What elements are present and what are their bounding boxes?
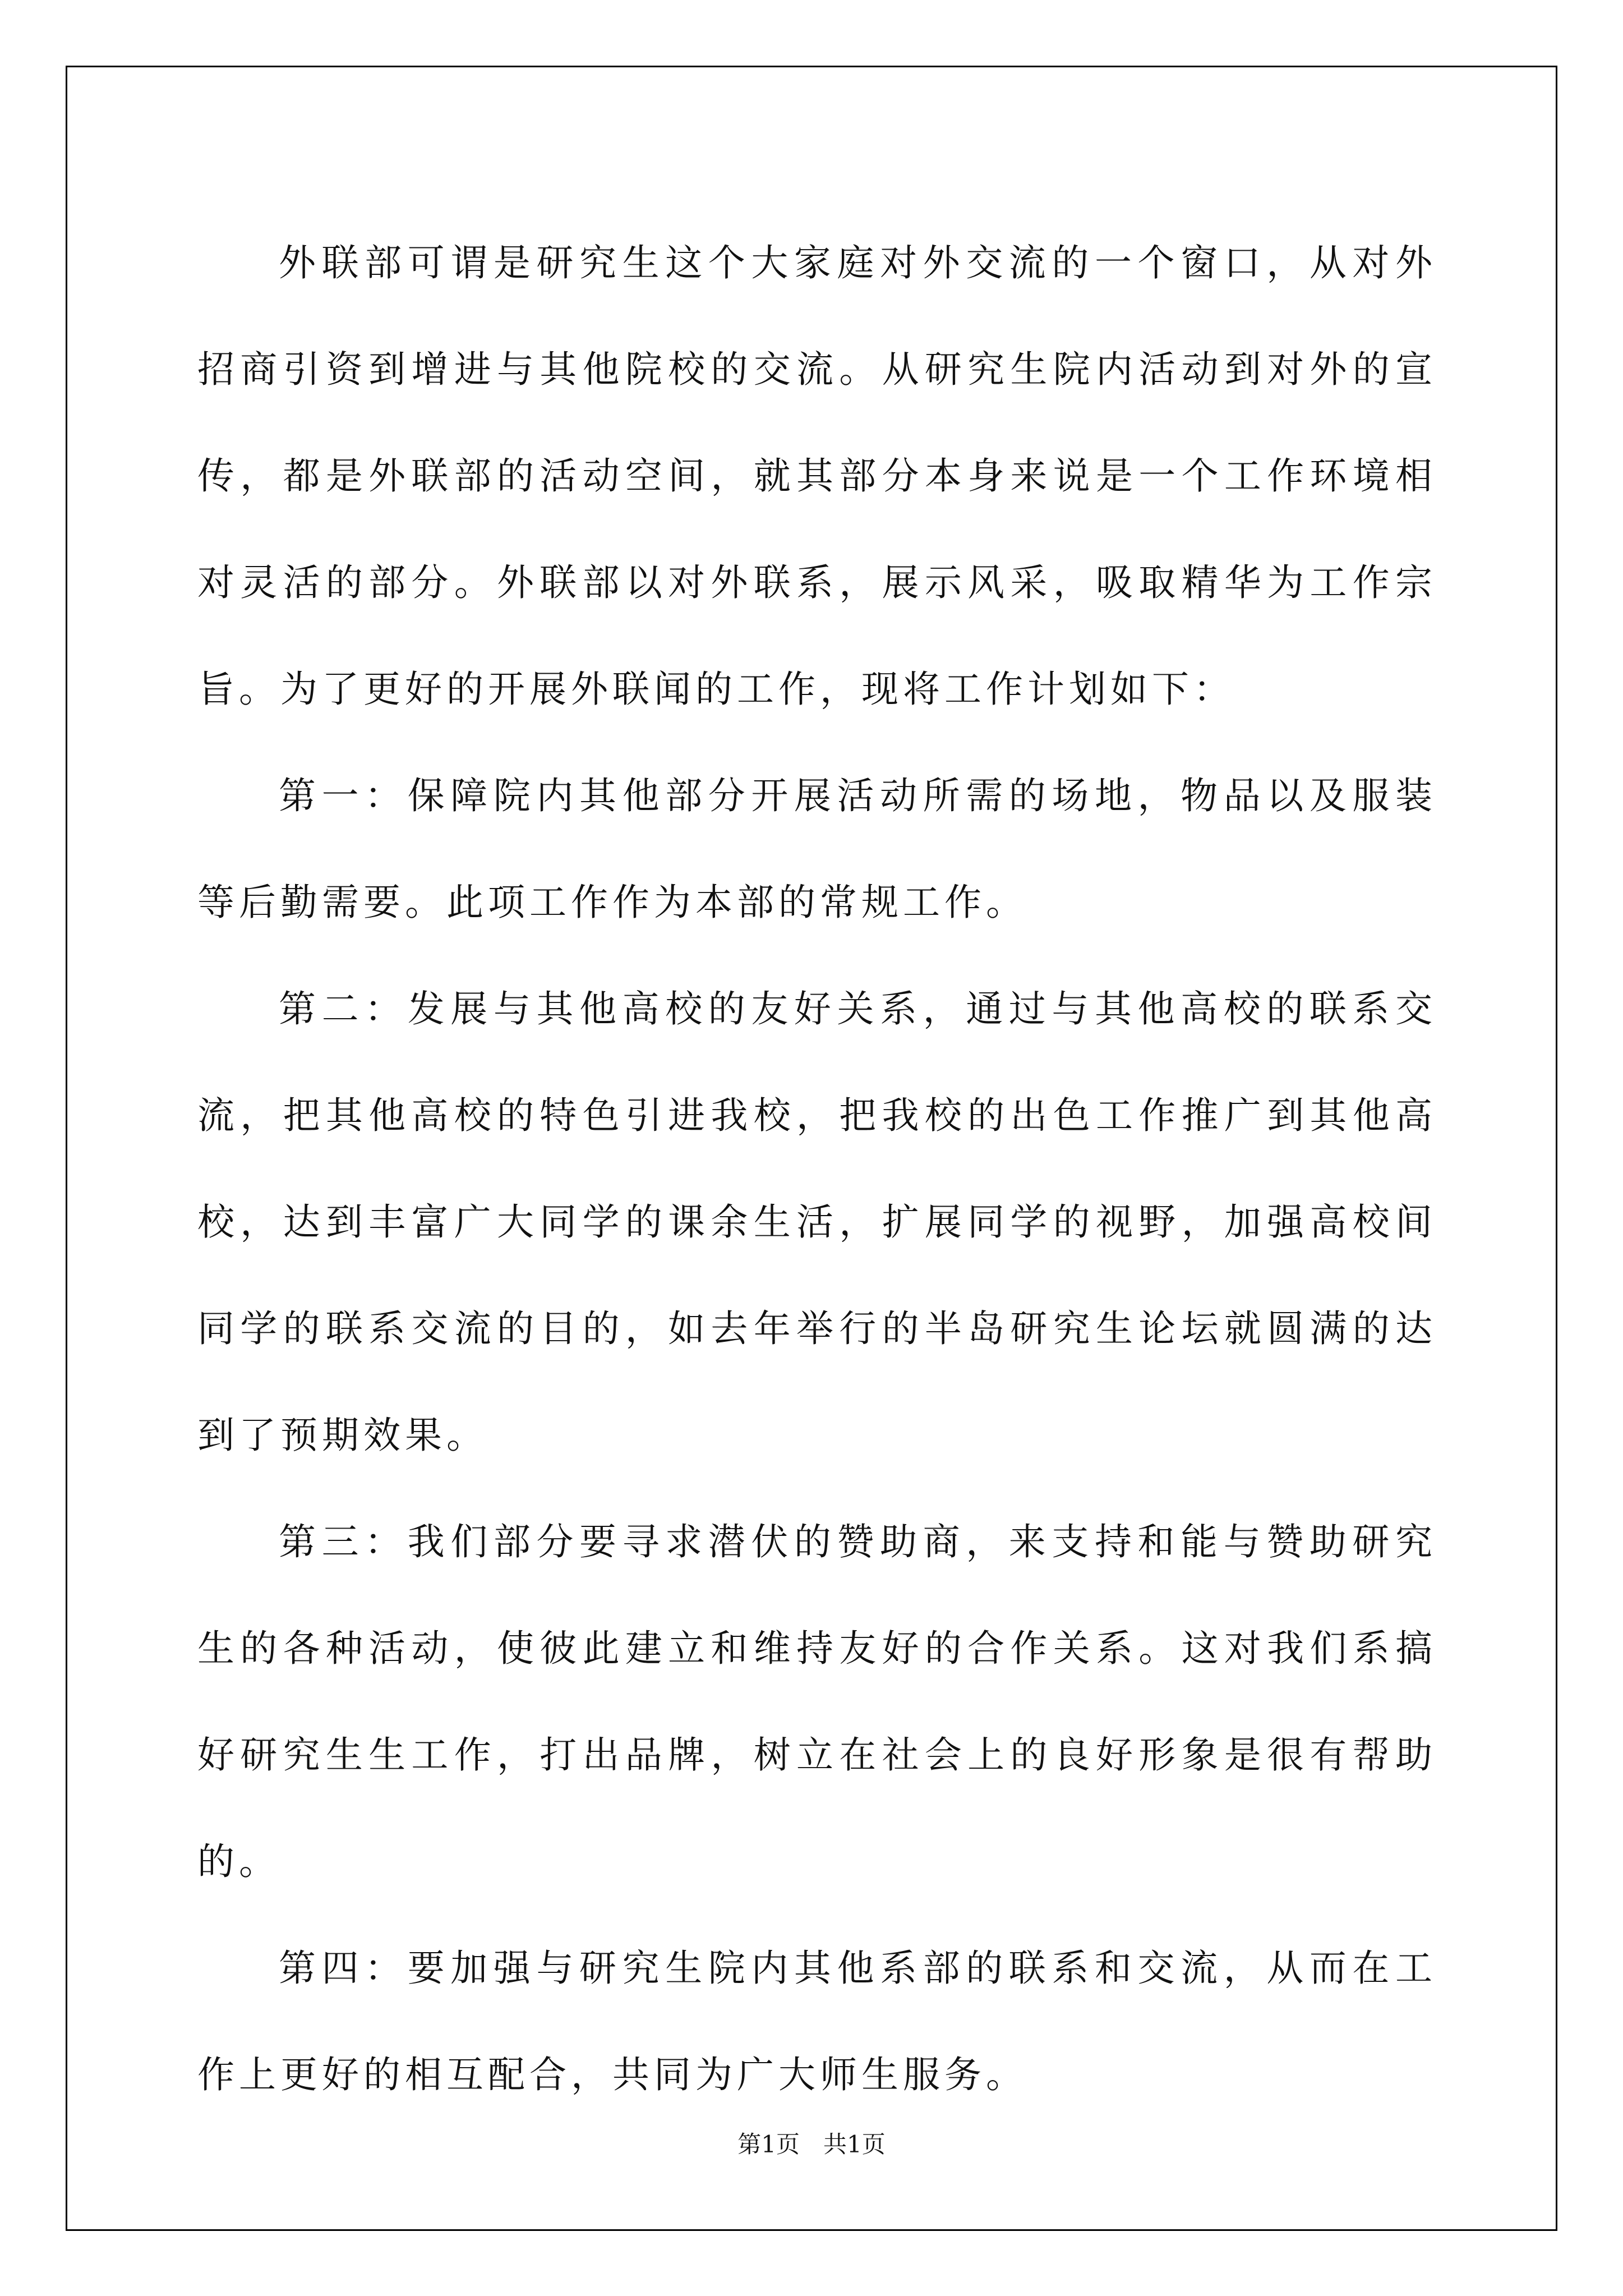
document-body xyxy=(197,210,1437,2128)
paragraph-1: 外联部可谓是研究生这个大家庭对外交流的一个窗口，从对外招商引资到增进与其他院校的交流。从研究生院内活动到对外的宣传，都是外联部的活动空间，就其部分本身来说是一个工作环境相对灵活的部分。外联部以对外联系，展示风采，吸取精华为工作宗旨。为了更好的开展外联闻的工作，现将工作计划如下： xyxy=(197,241,1437,711)
paragraph-4: 第三：我们部分要寻求潜伏的赞助商，来支持和能与赞助研究生的各种活动，使彼此建立和维持友好的合作关系。这对我们系搞好研究生生工作，打出品牌，树立在社会上的良好形象是很有帮助的。 xyxy=(197,1520,1437,1883)
page-number: 第1页 共1页 xyxy=(737,2131,886,2158)
paragraph-3: 第二：发展与其他高校的友好关系，通过与其他高校的联系交流，把其他高校的特色引进我校，把我校的出色工作推广到其他高校，达到丰富广大同学的课余生活，扩展同学的视野，加强高校间同学的联系交流的目的，如去年举行的半岛研究生论坛就圆满的达到了预期效果。 xyxy=(197,987,1437,1457)
paragraph-2: 第一：保障院内其他部分开展活动所需的场地，物品以及服装等后勤需要。此项工作作为本部的常规工作。 xyxy=(197,774,1437,924)
paragraph-5: 第四：要加强与研究生院内其他系部的联系和交流，从而在工作上更好的相互配合，共同为广大师生服务。 xyxy=(197,1947,1437,2096)
